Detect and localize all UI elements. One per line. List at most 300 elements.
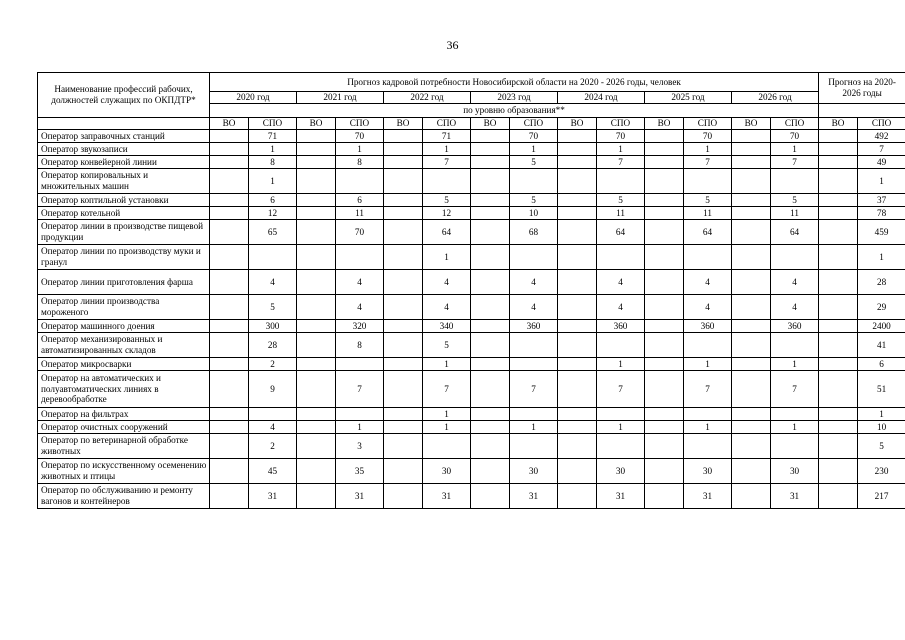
vo-value [384,207,423,220]
spo-value: 3 [336,434,384,459]
vo-value [210,333,249,358]
spo-value: 30 [423,459,471,484]
vo-value [645,408,684,421]
vo-value [558,245,597,270]
total-vo-value [819,459,858,484]
spo-value: 1 [423,245,471,270]
spo-value: 30 [684,459,732,484]
vo-value [558,207,597,220]
year-header: 2021 год [297,92,384,104]
spo-value: 12 [249,207,297,220]
vo-value [471,156,510,169]
spo-value: 4 [771,270,819,295]
spo-level-header: СПО [510,118,558,130]
vo-value [210,358,249,371]
total-spo-value: 10 [858,421,905,434]
vo-value [471,194,510,207]
spo-value: 65 [249,220,297,245]
spo-value: 1 [684,143,732,156]
vo-value [471,143,510,156]
spo-value [684,434,732,459]
table-row [38,130,905,143]
spo-value [510,408,558,421]
vo-value [558,459,597,484]
vo-value [384,220,423,245]
vo-value [732,358,771,371]
vo-value [645,169,684,194]
vo-value [297,220,336,245]
vo-value [297,207,336,220]
table-row [38,408,905,421]
spo-value: 360 [684,320,732,333]
spo-value: 8 [336,156,384,169]
spo-value: 1 [684,358,732,371]
spo-value: 7 [771,371,819,408]
vo-value [297,270,336,295]
total-vo-value [819,194,858,207]
total-vo-value [819,371,858,408]
spo-value: 1 [771,421,819,434]
spo-value: 31 [597,484,645,509]
total-vo-value [819,220,858,245]
profession-name: Оператор очистных сооружений [38,421,210,434]
name-column-header: Наименование профессий рабочих, должностей служащих по ОКПДТР* [38,73,210,118]
spo-value: 4 [423,270,471,295]
spo-value: 7 [336,371,384,408]
vo-value [471,245,510,270]
vo-value [732,169,771,194]
vo-value [558,421,597,434]
vo-value [558,484,597,509]
spo-value [597,169,645,194]
spo-value: 7 [597,156,645,169]
vo-value [297,484,336,509]
total-spo-value: 37 [858,194,905,207]
table-row [38,333,905,358]
spo-value: 4 [510,270,558,295]
profession-name: Оператор на автоматических и полуавтоматических линиях в деревообработке [38,371,210,408]
vo-value [732,194,771,207]
forecast-table [37,72,905,509]
spo-value: 45 [249,459,297,484]
vo-value [732,333,771,358]
spo-value [771,245,819,270]
spo-value: 1 [597,143,645,156]
vo-value [471,333,510,358]
vo-value [732,295,771,320]
spo-value [510,245,558,270]
vo-value [384,130,423,143]
spo-value: 64 [771,220,819,245]
spo-value: 1 [684,421,732,434]
vo-value [645,421,684,434]
spo-value: 11 [336,207,384,220]
spo-value [510,434,558,459]
vo-level-header: ВО [558,118,597,130]
profession-name: Оператор по обслуживанию и ремонту вагонов и контейнеров [38,484,210,509]
spo-value: 7 [423,371,471,408]
profession-name: Оператор заправочных станций [38,130,210,143]
spo-value [597,333,645,358]
education-level-row [38,118,905,130]
total-vo-value [819,320,858,333]
spo-value [249,408,297,421]
spo-value: 30 [597,459,645,484]
spo-value [771,333,819,358]
vo-value [210,169,249,194]
spo-value: 64 [684,220,732,245]
total-spo-value: 7 [858,143,905,156]
total-spo-value: 41 [858,333,905,358]
spo-level-header: СПО [771,118,819,130]
spo-value: 2 [249,434,297,459]
spo-value: 4 [249,421,297,434]
spo-level-header: СПО [249,118,297,130]
vo-value [384,371,423,408]
spo-value: 7 [771,156,819,169]
total-vo-value [819,408,858,421]
vo-value [384,169,423,194]
vo-value [645,270,684,295]
vo-value [210,270,249,295]
spo-value [336,245,384,270]
table-row [38,358,905,371]
spo-value: 31 [684,484,732,509]
spo-value: 4 [684,295,732,320]
spo-value: 2 [249,358,297,371]
spo-value: 70 [336,130,384,143]
spo-value: 8 [336,333,384,358]
vo-value [645,207,684,220]
spo-value: 7 [684,156,732,169]
profession-name: Оператор звукозаписи [38,143,210,156]
vo-value [210,245,249,270]
spo-value: 4 [510,295,558,320]
vo-value [384,434,423,459]
vo-value [732,143,771,156]
spo-value: 1 [771,143,819,156]
spo-value: 10 [510,207,558,220]
spo-value [684,169,732,194]
spo-value: 28 [249,333,297,358]
table-row [38,484,905,509]
vo-value [297,130,336,143]
year-header: 2020 год [210,92,297,104]
year-header: 2024 год [558,92,645,104]
vo-value [558,130,597,143]
vo-value [558,143,597,156]
forecast-title: Прогноз кадровой потребности Новосибирской области на 2020 - 2026 годы, человек [210,73,819,92]
vo-value [297,421,336,434]
profession-name: Оператор линии в производстве пищевой продукции [38,220,210,245]
vo-value [471,169,510,194]
total-spo-value: 6 [858,358,905,371]
spo-value [336,358,384,371]
total-vo-value [819,143,858,156]
total-spo-value: 78 [858,207,905,220]
vo-value [297,143,336,156]
vo-level-header: ВО [732,118,771,130]
vo-value [210,484,249,509]
profession-name: Оператор линии производства мороженого [38,295,210,320]
profession-name: Оператор на фильтрах [38,408,210,421]
spo-value: 31 [510,484,558,509]
vo-value [732,421,771,434]
profession-name: Оператор механизированных и автоматизированных складов [38,333,210,358]
vo-value [210,130,249,143]
spo-value: 1 [423,358,471,371]
spo-value: 1 [510,421,558,434]
spo-value: 70 [597,130,645,143]
vo-value [558,333,597,358]
spo-level-header: СПО [684,118,732,130]
spo-value: 7 [510,371,558,408]
spo-value [597,408,645,421]
spo-value: 1 [249,169,297,194]
vo-value [732,459,771,484]
total-spo-value: 29 [858,295,905,320]
vo-value [471,220,510,245]
spo-value: 4 [423,295,471,320]
vo-value [297,169,336,194]
vo-value [384,459,423,484]
total-blank-cell [819,104,905,118]
spo-value: 5 [771,194,819,207]
year-header: 2026 год [732,92,819,104]
spo-value: 70 [510,130,558,143]
total-spo-value: 51 [858,371,905,408]
table-row [38,245,905,270]
spo-level-header: СПО [597,118,645,130]
vo-level-header: ВО [210,118,249,130]
spo-value: 9 [249,371,297,408]
vo-value [297,459,336,484]
vo-value [297,371,336,408]
table-row [38,220,905,245]
spo-value: 1 [336,143,384,156]
vo-value [732,220,771,245]
vo-value [384,245,423,270]
spo-value: 11 [684,207,732,220]
vo-value [645,358,684,371]
table-row [38,434,905,459]
spo-value: 5 [510,156,558,169]
spo-value: 1 [597,421,645,434]
vo-value [645,371,684,408]
spo-value: 11 [597,207,645,220]
table-header [38,73,905,130]
spo-value: 64 [597,220,645,245]
spo-value: 4 [771,295,819,320]
vo-value [471,320,510,333]
vo-value [732,130,771,143]
profession-name: Оператор линии по производству муки и гранул [38,245,210,270]
vo-value [558,169,597,194]
vo-value [297,320,336,333]
vo-value [210,408,249,421]
vo-level-header: ВО [645,118,684,130]
vo-value [732,270,771,295]
profession-name: Оператор линии приготовления фарша [38,270,210,295]
total-vo-value [819,421,858,434]
spo-value: 30 [771,459,819,484]
vo-value [297,295,336,320]
spo-level-header: СПО [423,118,471,130]
table-row [38,143,905,156]
spo-value [423,169,471,194]
spo-value: 64 [423,220,471,245]
vo-value [471,421,510,434]
vo-value [645,143,684,156]
name-blank-cell [38,118,210,130]
spo-value: 7 [684,371,732,408]
vo-value [471,358,510,371]
vo-value [471,484,510,509]
vo-value [384,421,423,434]
spo-value [336,408,384,421]
vo-level-header: ВО [471,118,510,130]
vo-value [732,156,771,169]
spo-value: 68 [510,220,558,245]
spo-value: 4 [597,295,645,320]
profession-name: Оператор копировальных и множительных машин [38,169,210,194]
spo-value: 1 [510,143,558,156]
total-vo-value [819,245,858,270]
spo-value: 8 [249,156,297,169]
vo-value [732,434,771,459]
vo-value [297,333,336,358]
spo-value: 5 [510,194,558,207]
spo-value: 7 [423,156,471,169]
spo-value: 5 [684,194,732,207]
spo-value: 31 [336,484,384,509]
vo-value [558,358,597,371]
table-body [38,130,905,509]
spo-value: 1 [771,358,819,371]
vo-value [732,408,771,421]
vo-value [558,156,597,169]
total-spo-value: 1 [858,169,905,194]
total-spo-value: 2400 [858,320,905,333]
profession-name: Оператор коптильной установки [38,194,210,207]
vo-value [645,459,684,484]
spo-value [771,434,819,459]
vo-value [471,295,510,320]
vo-value [558,408,597,421]
page-number: 36 [446,38,459,52]
vo-value [384,320,423,333]
vo-level-header: ВО [297,118,336,130]
vo-value [471,371,510,408]
vo-value [384,156,423,169]
total-spo-value: 5 [858,434,905,459]
vo-value [558,371,597,408]
table-row [38,421,905,434]
spo-value: 5 [423,333,471,358]
spo-value [771,408,819,421]
total-vo-value [819,156,858,169]
spo-value: 4 [336,295,384,320]
profession-name: Оператор конвейерной линии [38,156,210,169]
vo-value [558,220,597,245]
vo-value [210,143,249,156]
vo-value [645,434,684,459]
total-spo-value: 492 [858,130,905,143]
total-spo-value: 459 [858,220,905,245]
vo-value [645,245,684,270]
vo-value [384,270,423,295]
total-spo-value: 28 [858,270,905,295]
spo-value: 1 [423,408,471,421]
profession-name: Оператор машинного доения [38,320,210,333]
vo-value [384,408,423,421]
spo-value: 1 [423,143,471,156]
total-vo-value [819,333,858,358]
spo-value: 35 [336,459,384,484]
spo-value: 4 [684,270,732,295]
spo-value [423,434,471,459]
total-vo-value [819,270,858,295]
spo-value: 1 [249,143,297,156]
vo-value [384,143,423,156]
vo-value [558,434,597,459]
spo-value: 71 [423,130,471,143]
spo-value: 11 [771,207,819,220]
table-row [38,320,905,333]
spo-value: 360 [771,320,819,333]
profession-name: Оператор микросварки [38,358,210,371]
spo-value [771,169,819,194]
spo-value: 4 [336,270,384,295]
spo-value: 30 [510,459,558,484]
vo-value [297,194,336,207]
spo-value: 6 [249,194,297,207]
total-spo-value: 1 [858,408,905,421]
vo-value [645,130,684,143]
total-spo-value: 230 [858,459,905,484]
profession-name: Оператор по искусственному осеменению животных и птицы [38,459,210,484]
vo-value [471,270,510,295]
vo-value [210,220,249,245]
vo-value [471,130,510,143]
vo-value [384,484,423,509]
total-vo-value [819,434,858,459]
vo-value [297,434,336,459]
vo-value [471,207,510,220]
spo-level-header: СПО [858,118,905,130]
vo-value [210,194,249,207]
spo-value [684,245,732,270]
total-vo-value [819,207,858,220]
spo-value [597,245,645,270]
spo-value [510,333,558,358]
education-level-label: по уровню образования** [210,104,819,118]
vo-value [645,156,684,169]
vo-value [558,194,597,207]
vo-value [645,194,684,207]
total-vo-value [819,130,858,143]
table-row [38,295,905,320]
vo-value [558,320,597,333]
vo-value [384,333,423,358]
total-vo-value [819,295,858,320]
vo-value [297,408,336,421]
spo-value: 70 [336,220,384,245]
spo-value [684,333,732,358]
spo-value [510,169,558,194]
profession-name: Оператор котельной [38,207,210,220]
vo-level-header: ВО [384,118,423,130]
